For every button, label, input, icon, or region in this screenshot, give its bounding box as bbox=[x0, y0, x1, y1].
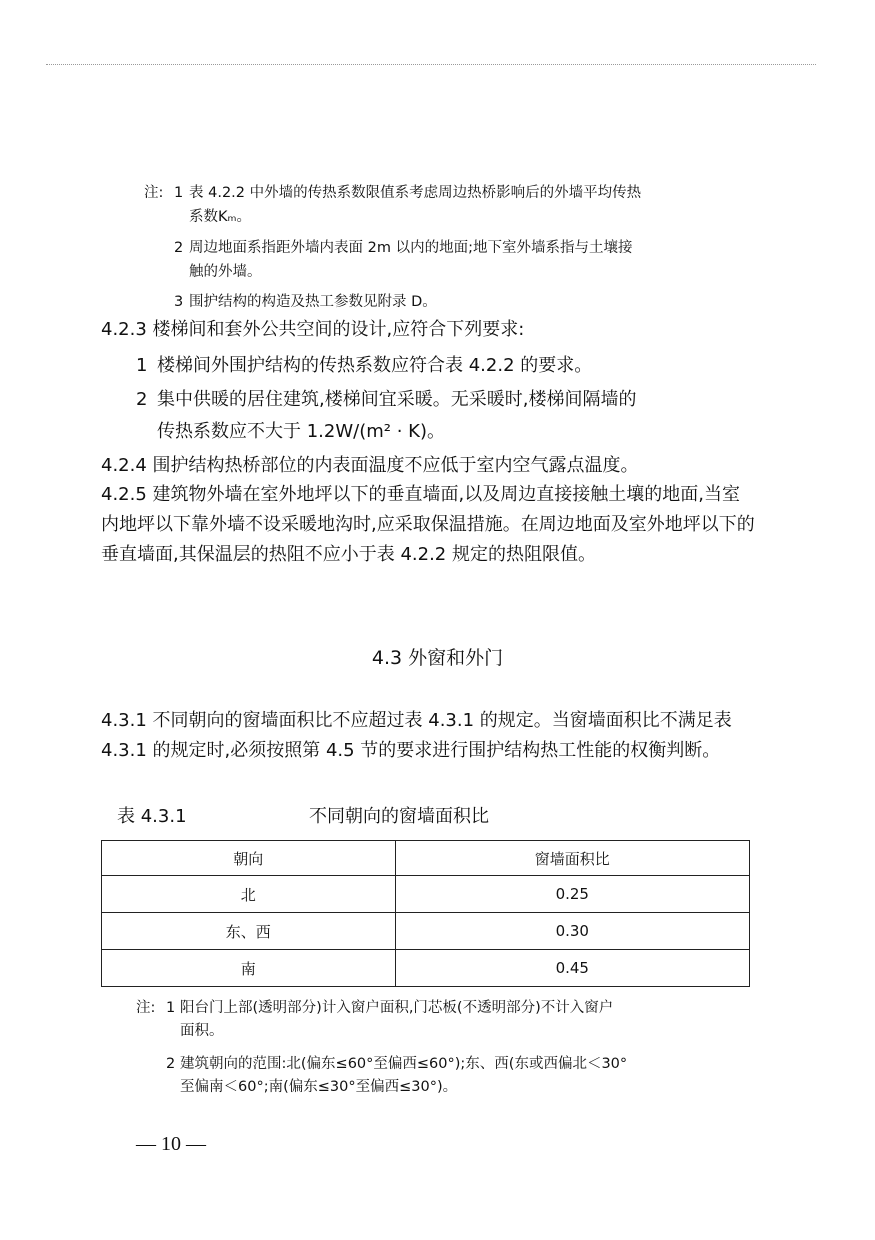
table-row bbox=[102, 950, 750, 987]
section-title: 4.3 外窗和外门 bbox=[371, 647, 504, 669]
note-number: 1 bbox=[166, 1000, 176, 1016]
item-number: 1 bbox=[136, 355, 148, 376]
page-number: — 10 — bbox=[136, 1133, 206, 1155]
item-text: 集中供暖的居住建筑,楼梯间宜采暖。无采暖时,楼梯间隔墙的 bbox=[157, 389, 637, 410]
clause-4-3-1: 4.3.1 不同朝向的窗墙面积比不应超过表 4.3.1 的规定。当窗墙面积比不满足表 4.3.1 的规定时,必须按照第 4.5 节的要求进行围护结构热工性能的权衡判断。 bbox=[101, 710, 732, 761]
cell-orientation: 北 bbox=[102, 876, 396, 913]
cell-ratio: 0.30 bbox=[395, 913, 749, 950]
note-text-continued: 至偏南＜60°;南(偏东≤30°至偏西≤30°)。 bbox=[180, 1079, 458, 1095]
window-wall-ratio-table bbox=[101, 840, 750, 987]
clause-4-2-5: 4.2.5 建筑物外墙在室外地坪以下的垂直墙面,以及周边直接接触土壤的地面,当室内地坪以下靠外墙不设采暖地沟时,应采取保温措施。在周边地面及室外地坪以下的垂直墙面,其保温层的热阻不应小于表 4.2.2 规定的热阻限值。 bbox=[101, 484, 755, 565]
table-title: 不同朝向的窗墙面积比 bbox=[309, 806, 489, 827]
cell-orientation: 东、西 bbox=[102, 913, 396, 950]
note-number: 2 bbox=[174, 240, 184, 256]
table-header-row bbox=[102, 841, 750, 876]
item-number: 2 bbox=[136, 389, 148, 410]
item-text-continued: 传热系数应不大于 1.2W/(m² · K)。 bbox=[157, 421, 445, 442]
table-row bbox=[102, 876, 750, 913]
note-text: 阳台门上部(透明部分)计入窗户面积,门芯板(不透明部分)不计入窗户 bbox=[180, 1000, 614, 1016]
column-header-orientation: 朝向 bbox=[102, 841, 396, 876]
clause-4-2-4: 4.2.4 围护结构热桥部位的内表面温度不应低于室内空气露点温度。 bbox=[101, 455, 639, 476]
table-row bbox=[102, 913, 750, 950]
item-text: 楼梯间外围护结构的传热系数应符合表 4.2.2 的要求。 bbox=[157, 355, 593, 376]
note-text: 围护结构的构造及热工参数见附录 D。 bbox=[189, 294, 437, 310]
note-text: 建筑朝向的范围:北(偏东≤60°至偏西≤60°);东、西(东或西偏北＜30° bbox=[180, 1056, 628, 1072]
cell-ratio: 0.25 bbox=[395, 876, 749, 913]
clause-text: 4.2.3 楼梯间和套外公共空间的设计,应符合下列要求: bbox=[101, 319, 525, 340]
note-number: 3 bbox=[174, 294, 184, 310]
note-number: 1 bbox=[174, 185, 184, 201]
scan-artifact-line bbox=[46, 64, 816, 65]
table-number: 表 4.3.1 bbox=[117, 806, 187, 827]
column-header-ratio: 窗墙面积比 bbox=[395, 841, 749, 876]
note-text-continued: 面积。 bbox=[180, 1023, 224, 1039]
note-text: 周边地面系指距外墙内表面 2m 以内的地面;地下室外墙系指与土壤接 bbox=[189, 240, 633, 256]
notes-bottom-label: 注: bbox=[136, 1000, 156, 1016]
cell-ratio: 0.45 bbox=[395, 950, 749, 987]
note-number: 2 bbox=[166, 1056, 176, 1072]
note-text-continued: 系数Kₘ。 bbox=[189, 209, 252, 225]
note-text: 表 4.2.2 中外墙的传热系数限值系考虑周边热桥影响后的外墙平均传热 bbox=[189, 185, 642, 201]
notes-top-label: 注: bbox=[144, 185, 164, 201]
note-text-continued: 触的外墙。 bbox=[189, 264, 262, 280]
cell-orientation: 南 bbox=[102, 950, 396, 987]
